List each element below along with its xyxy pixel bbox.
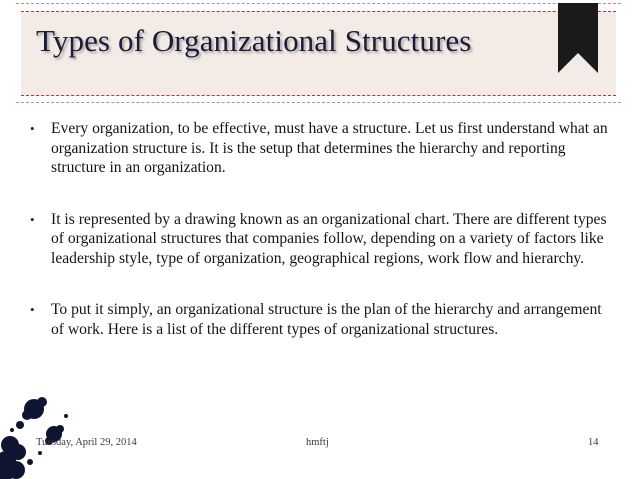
bookmark-icon: [558, 3, 598, 73]
ink-splatter-decoration: [0, 390, 90, 479]
footer-date: Tuesday, April 29, 2014: [36, 437, 137, 448]
bullet-item: [30, 119, 615, 178]
bullet-item: [30, 210, 615, 269]
bullet-list: [30, 119, 615, 339]
bullet-text: To put it simply, an organizational structure is the plan of the hierarchy and arrangement of work. Here is a list of the different types of organizational structures.: [51, 301, 602, 338]
footer-page-number: 14: [588, 437, 599, 448]
bullet-item: [30, 300, 615, 339]
bullet-dot: •: [30, 121, 35, 136]
footer-center-text: hmftj: [306, 437, 329, 448]
slide-title: Types of Organizational Structures: [36, 23, 472, 58]
bullet-dot: •: [30, 302, 35, 317]
bullet-text: Every organization, to be effective, must have a structure. Let us first understand what an organization structure is. It is the setup that determines the hierarchy and reporting structure in an organization.: [51, 120, 608, 176]
bullet-text: It is represented by a drawing known as an organizational chart. There are different types of organizational structures that companies follow, depending on a variety of factors like leadership style, type of organization, geographical regions, work flow and hierarchy.: [51, 210, 607, 267]
bullet-dot: •: [30, 211, 35, 227]
